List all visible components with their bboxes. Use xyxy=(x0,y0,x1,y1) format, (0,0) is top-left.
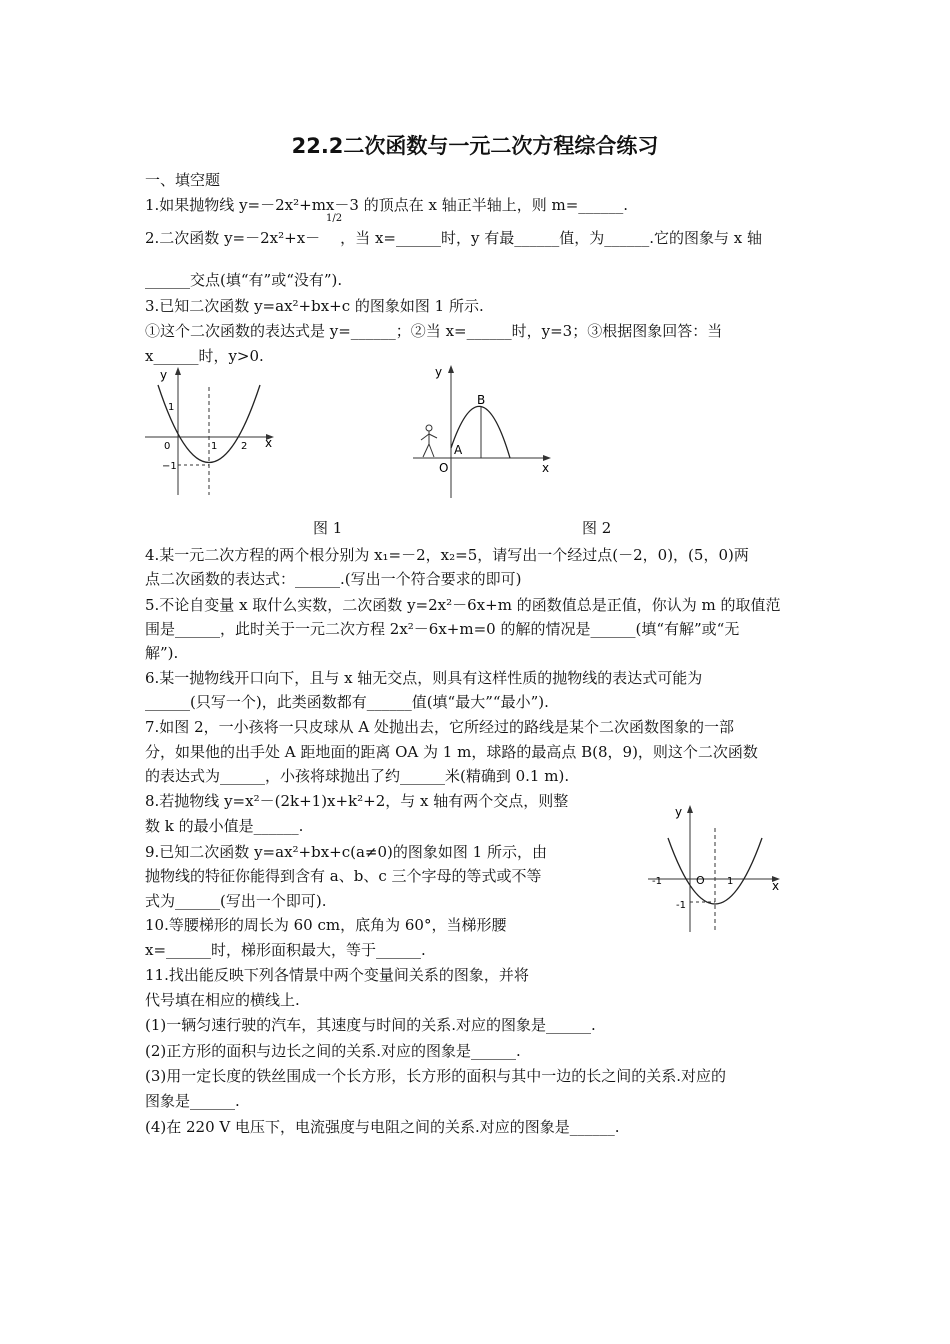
question-11-3-b: 图象是______. xyxy=(145,1092,240,1110)
question-7-a: 7.如图 2，一小孩将一只皮球从 A 处抛出去，它所经过的路线是某个二次函数图象的一部 xyxy=(145,718,734,736)
question-5-a: 5.不论自变量 x 取什么实数，二次函数 y=2x²－6x+m 的函数值总是正值，你认为 m 的取值范 xyxy=(145,596,781,614)
question-4-b: 点二次函数的表达式：______.(写出一个符合要求的即可) xyxy=(145,570,522,588)
figure-1 xyxy=(140,365,285,500)
q2-text-b: ，当 x=______时，y 有最______值，为______.它的图象与 x 轴 xyxy=(340,229,762,247)
question-4-a: 4.某一元二次方程的两个根分别为 x₁=－2，x₂=5，请写出一个经过点(－2，0)，(5，0)两 xyxy=(145,546,749,564)
question-9-a: 9.已知二次函数 y=ax²+bx+c(a≠0)的图象如图 1 所示，由 xyxy=(145,843,547,861)
fig3-x-label: x xyxy=(772,879,780,893)
fig2-origin: O xyxy=(439,461,449,475)
fig2-y-arrow xyxy=(448,365,454,373)
fig2-x-label: x xyxy=(542,461,550,475)
fig1-tick-y1: 1 xyxy=(168,402,175,413)
question-5-b: 围是______，此时关于一元二次方程 2x²－6x+m=0 的解的情况是______(填“有解”或“无 xyxy=(145,620,740,638)
question-6-b: ______(只写一个)，此类函数都有______值(填“最大”“最小”). xyxy=(145,693,549,711)
question-11-3-a: (3)用一定长度的铁丝围成一个长方形，长方形的面积与其中一边的长之间的关系.对应的 xyxy=(145,1067,727,1085)
question-8-b: 数 k 的最小值是______. xyxy=(145,817,304,835)
fig3-origin: O xyxy=(696,874,705,887)
fig2-point-a: A xyxy=(454,443,463,457)
fig1-y-label: y xyxy=(160,368,168,382)
fig3-tick-1: 1 xyxy=(727,876,734,887)
question-9-c: 式为______(写出一个即可). xyxy=(145,892,327,910)
question-10-a: 10.等腰梯形的周长为 60 cm，底角为 60°，当梯形腰 xyxy=(145,916,507,934)
fig1-caption: 图 1 xyxy=(313,519,343,537)
fig3-tick-m1: -1 xyxy=(652,876,662,887)
fig1-tick-ym1: −1 xyxy=(162,461,177,472)
fig1-x-label: x xyxy=(265,436,273,450)
figure-3 xyxy=(640,800,790,935)
fig1-tick-1: 1 xyxy=(211,441,218,452)
fig1-tick-2: 2 xyxy=(241,441,248,452)
question-8-a: 8.若抛物线 y=x²－(2k+1)x+k²+2，与 x 轴有两个交点，则整 xyxy=(145,792,569,810)
fig2-point-b: B xyxy=(477,393,486,407)
fig2-y-label: y xyxy=(435,365,443,379)
question-9-b: 抛物线的特征你能得到含有 a、b、c 三个字母的等式或不等 xyxy=(145,867,542,885)
question-3-a: 3.已知二次函数 y=ax²+bx+c 的图象如图 1 所示. xyxy=(145,297,484,315)
fig3-y-arrow xyxy=(687,805,693,813)
question-7-b: 分，如果他的出手处 A 距地面的距离 OA 为 1 m，球路的最高点 B(8，9)，则这个二次函数 xyxy=(145,743,758,761)
q2-text-a: 2.二次函数 y=－2x²+x－ xyxy=(145,229,321,247)
question-10-b: x=______时，梯形面积最大，等于______. xyxy=(145,941,426,959)
question-7-c: 的表达式为______，小孩将球抛出了约______米(精确到 0.1 m). xyxy=(145,767,570,785)
question-11-4: (4)在 220 V 电压下，电流强度与电阻之间的关系.对应的图象是______. xyxy=(145,1118,620,1136)
question-2-part-a xyxy=(145,228,762,248)
fig1-y-arrow xyxy=(175,367,181,375)
fig3-y-label: y xyxy=(675,805,683,819)
child-figure xyxy=(421,425,437,457)
q2-fraction: 1/2 xyxy=(326,213,343,224)
question-2-part-c: ______交点(填“有”或“没有”). xyxy=(145,271,343,289)
question-6-a: 6.某一抛物线开口向下，且与 x 轴无交点，则具有这样性质的抛物线的表达式可能为 xyxy=(145,669,703,687)
question-11-1: (1)一辆匀速行驶的汽车，其速度与时间的关系.对应的图象是______. xyxy=(145,1016,596,1034)
fig1-origin: 0 xyxy=(164,441,171,452)
fig3-tick-ym1: -1 xyxy=(676,900,686,911)
question-3-b: ①这个二次函数的表达式是 y=______；②当 x=______时，y=3；③根据图象回答：当 xyxy=(145,322,723,340)
fig2-caption: 图 2 xyxy=(582,519,612,537)
question-11-a: 11.找出能反映下列各情景中两个变量间关系的图象，并将 xyxy=(145,966,529,984)
figure-2 xyxy=(405,362,565,502)
question-11-b: 代号填在相应的横线上. xyxy=(145,991,300,1009)
page-title: 22.2二次函数与一元二次方程综合练习 xyxy=(291,134,659,158)
section-heading: 一、填空题 xyxy=(145,171,221,189)
question-3-c: x______时，y>0. xyxy=(145,347,264,365)
question-5-c: 解”). xyxy=(145,644,179,662)
question-11-2: (2)正方形的面积与边长之间的关系.对应的图象是______. xyxy=(145,1042,521,1060)
question-1: 1.如果抛物线 y=－2x²+mx－3 的顶点在 x 轴正半轴上，则 m=______. xyxy=(145,196,629,214)
